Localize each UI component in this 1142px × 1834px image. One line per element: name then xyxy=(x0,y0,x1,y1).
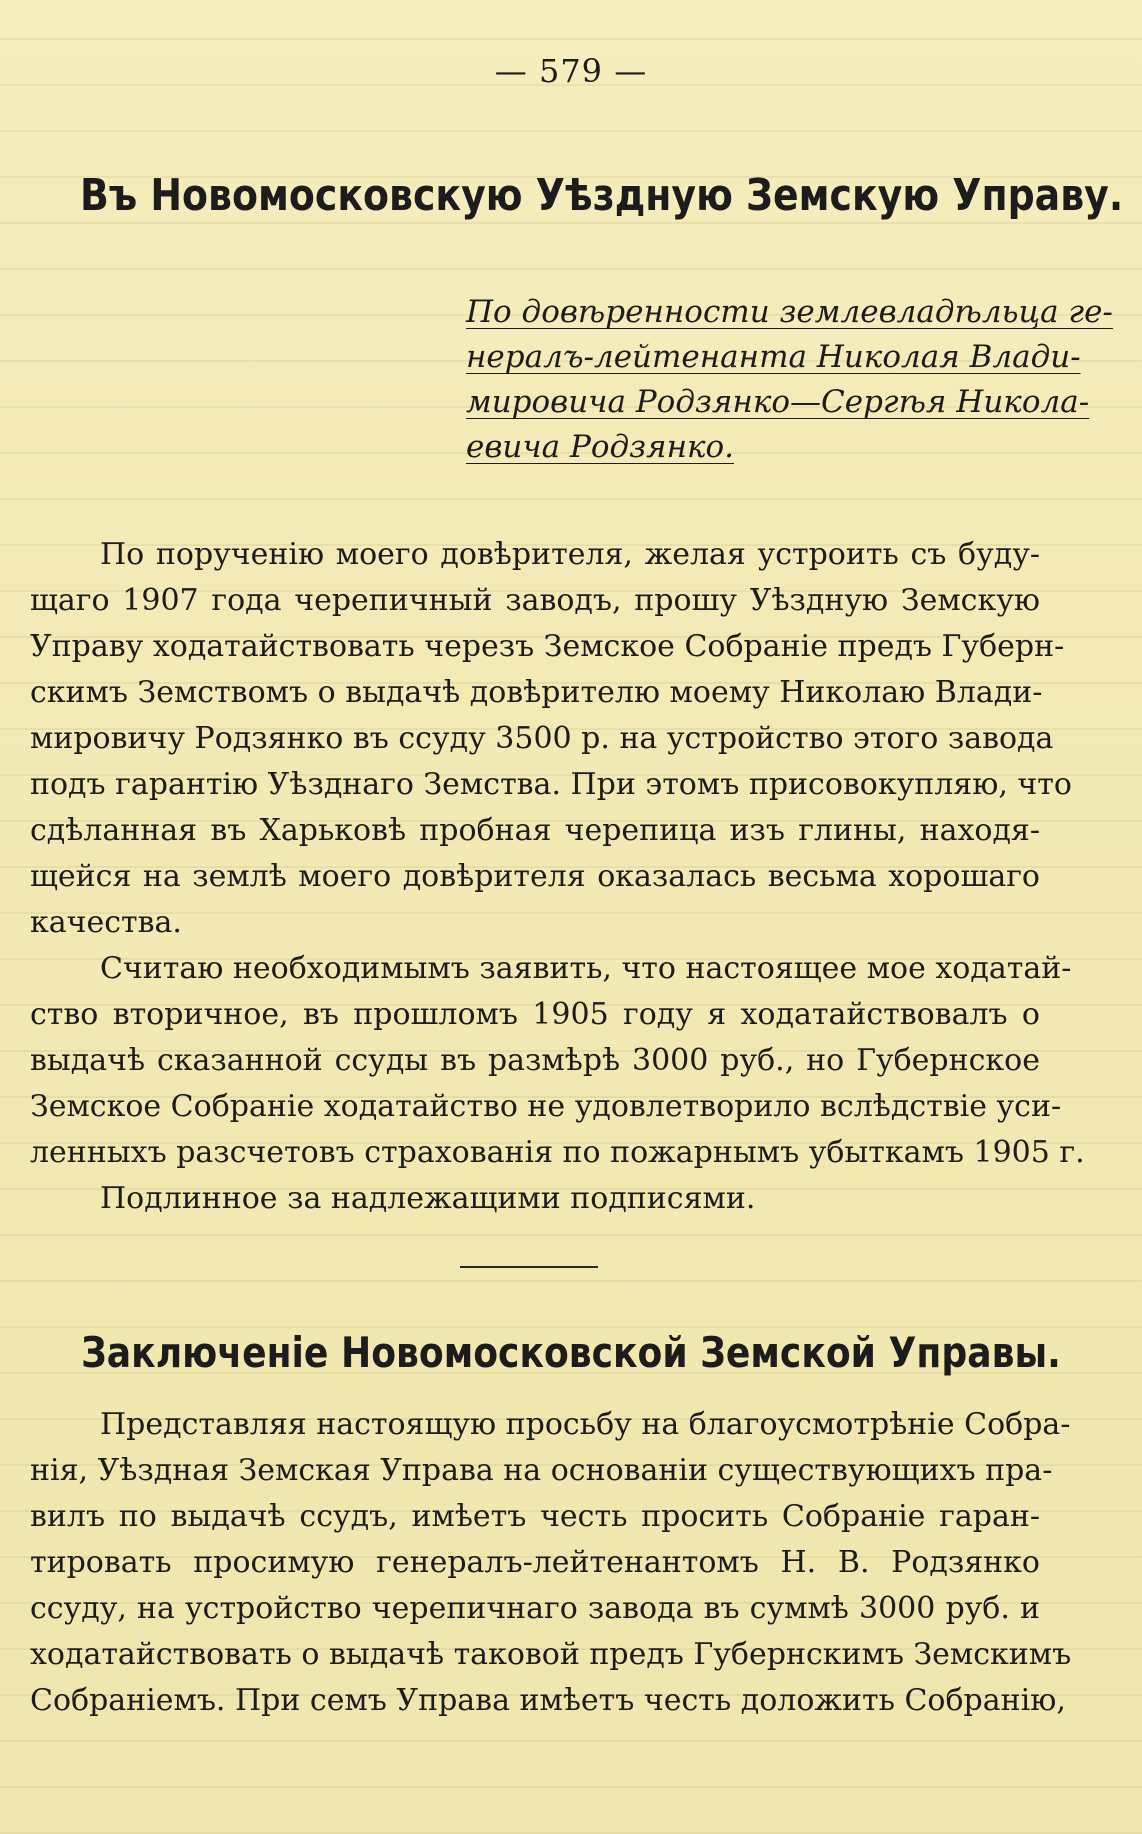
paragraph-petition xyxy=(30,532,1072,946)
text-line: скимъ Земствомъ о выдачѣ довѣрителю моему Николаю Влади- xyxy=(30,675,1043,710)
text-line: нія, Уѣздная Земская Управа на основаніи существующихъ пра- xyxy=(30,1453,1053,1488)
attribution-line: По довѣренности землевладѣльца ге- xyxy=(466,294,1113,330)
text-line: ссуду, на устройство черепичнаго завода въ суммѣ 3000 руб. и xyxy=(30,1591,1040,1626)
text-line: Представляя настоящую просьбу на благоусмотрѣніе Собра- xyxy=(100,1407,1071,1442)
text-line: Собраніемъ. При семъ Управа имѣетъ честь доложить Собранію, xyxy=(30,1683,1066,1718)
attribution-block xyxy=(466,290,1113,470)
text-line: ство вторичное, въ прошломъ 1905 году я ходатайствовалъ о xyxy=(30,997,1040,1032)
text-line: ходатайствовать о выдачѣ таковой предъ Губернскимъ Земскимъ xyxy=(30,1637,1072,1672)
paragraph-declaration xyxy=(30,946,1085,1176)
text-line: ленныхъ разсчетовъ страхованія по пожарнымъ убыткамъ 1905 г. xyxy=(30,1135,1085,1170)
signature-note-block xyxy=(30,1176,1040,1222)
attribution-line: нералъ-лейтенанта Николая Влади- xyxy=(466,339,1081,375)
attribution-line: евича Родзянко. xyxy=(466,429,735,465)
text-line: тировать просимую генералъ-лейтенантомъ Н. В. Родзянко xyxy=(30,1545,1040,1580)
page-number: — 579 — xyxy=(494,52,648,90)
section-divider xyxy=(460,1266,598,1268)
text-line: качества. xyxy=(30,905,182,940)
paragraph-conclusion xyxy=(30,1402,1072,1724)
text-line: вилъ по выдачѣ ссудъ, имѣетъ честь просить Собраніе гаран- xyxy=(30,1499,1040,1534)
text-line: подъ гарантію Уѣзднаго Земства. При этомъ присовокупляю, что xyxy=(30,767,1072,802)
section-heading-petition: Въ Новомосковскую Уѣздную Земскую Управу. xyxy=(79,170,1124,221)
text-line: По порученію моего довѣрителя, желая устроить съ буду- xyxy=(100,537,1040,572)
text-line: щаго 1907 года черепичный заводъ, прошу Уѣздную Земскую xyxy=(30,583,1040,618)
text-line: мировичу Родзянко въ ссуду 3500 р. на устройство этого завода xyxy=(30,721,1054,756)
text-line: Считаю необходимымъ заявить, что настоящее мое ходатай- xyxy=(100,951,1072,986)
text-line: сдѣланная въ Харьковѣ пробная черепица изъ глины, находя- xyxy=(30,813,1040,848)
text-line: щейся на землѣ моего довѣрителя оказалась весьма хорошаго xyxy=(30,859,1040,894)
text-line: выдачѣ сказанной ссуды въ размѣрѣ 3000 руб., но Губернское xyxy=(30,1043,1040,1078)
text-line: Земское Собраніе ходатайство не удовлетворило вслѣдствіе уси- xyxy=(30,1089,1062,1124)
attribution-line: мировича Родзянко—Сергѣя Никола- xyxy=(466,384,1090,420)
text-line: Управу ходатайствовать черезъ Земское Собраніе предъ Губерн- xyxy=(30,629,1065,664)
signature-note: Подлинное за надлежащими подписями. xyxy=(100,1181,756,1216)
section-heading-conclusion: Заключеніе Новомосковской Земской Управы. xyxy=(81,1328,1061,1377)
